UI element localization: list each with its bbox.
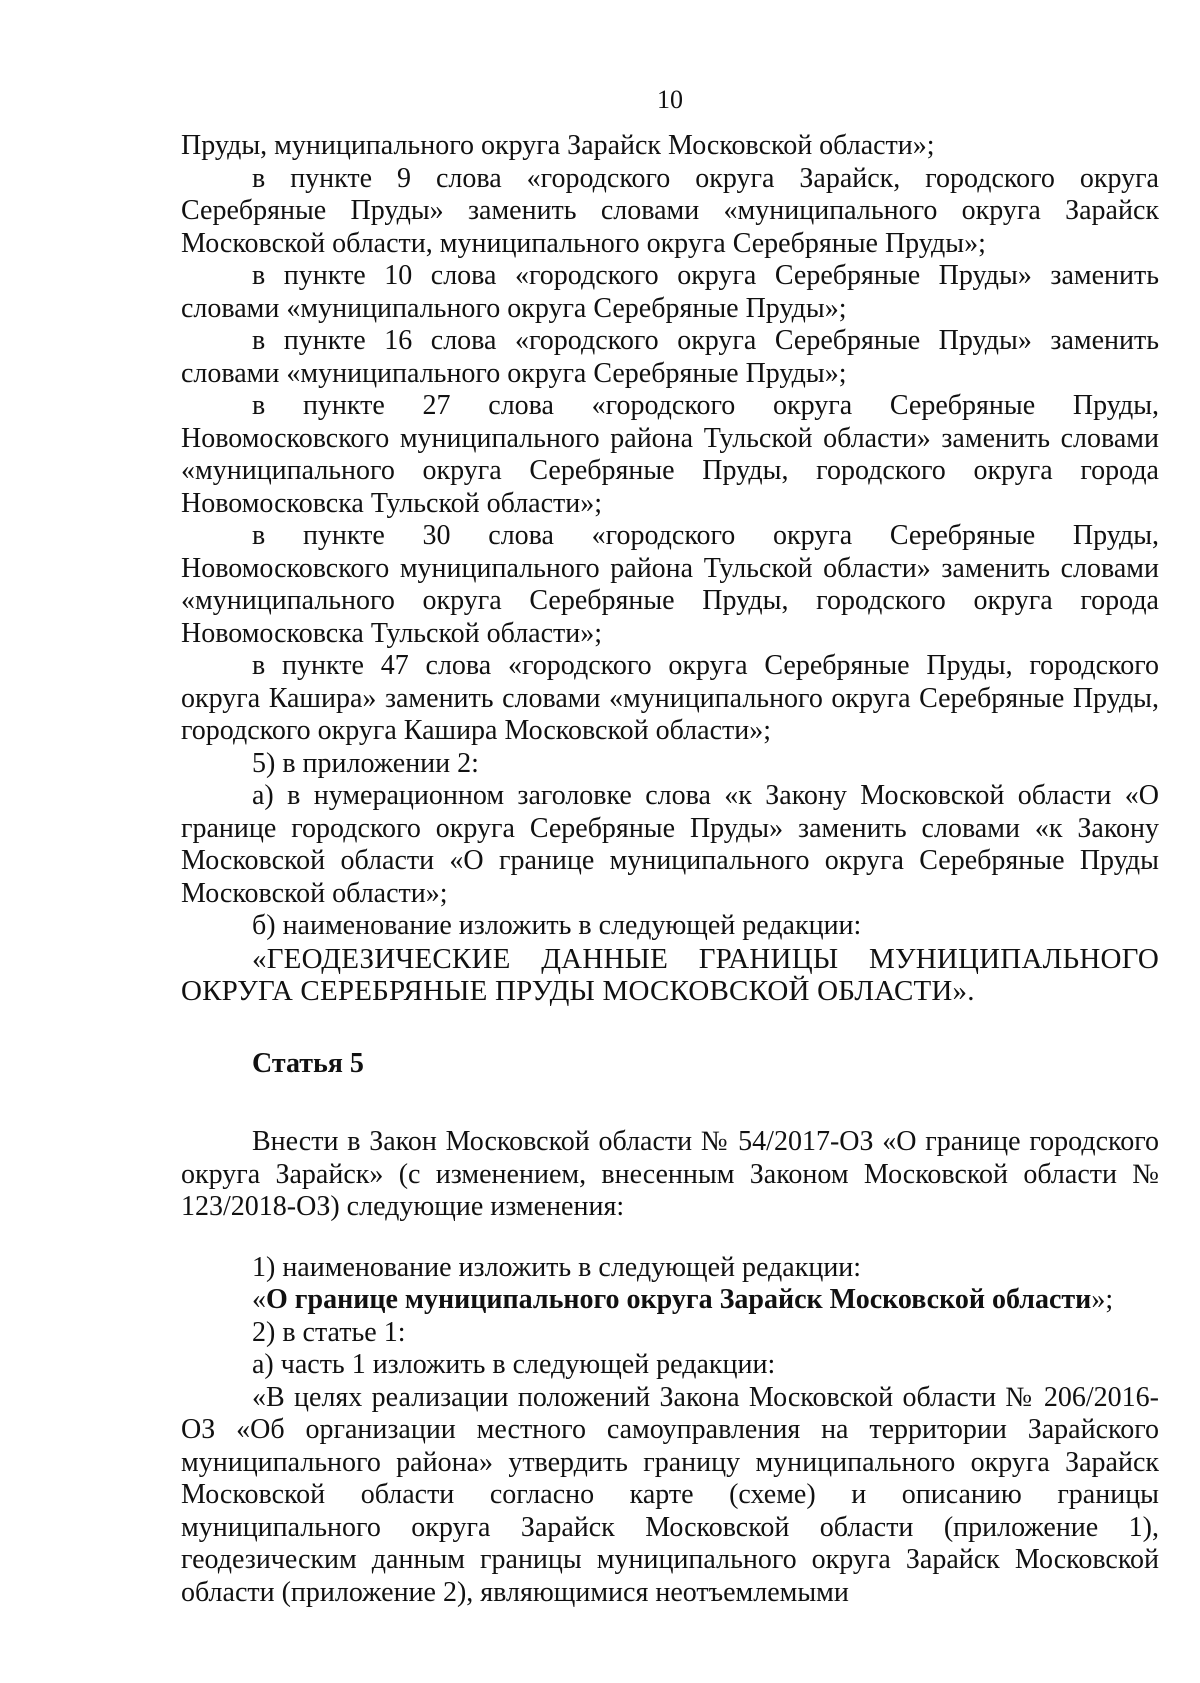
article-part-1-text: «В целях реализации положений Закона Московской области № 206/2016-ОЗ «Об организации местного самоуправления на территории Зарайского муниципального района» утвердить границу муниципального округа Зарайск Московской области согласно карте (схеме) и описанию границы муниципального округа Зарайск Московской области (приложение 1), геодезическим данным границы муниципального округа Зарайск Московской области (приложение 2), являющимися неотъемлемыми <box>181 1381 1159 1608</box>
document-body <box>181 130 1159 1609</box>
paragraph-item-30: в пункте 30 слова «городского округа Серебряные Пруды, Новомосковского муниципального района Тульской области» заменить словами «муниципального округа Серебряные Пруды, городского округа города Новомосковска Тульской области»; <box>181 520 1159 649</box>
quote-close: »; <box>1091 1284 1114 1315</box>
paragraph-item-27: в пункте 27 слова «городского округа Серебряные Пруды, Новомосковского муниципального района Тульской области» заменить словами «муниципального округа Серебряные Пруды, городского округа города Новомосковска Тульской области»; <box>181 390 1159 519</box>
quote-open: « <box>252 1284 266 1315</box>
article-new-title <box>181 1284 1159 1317</box>
new-title-bold: О границе муниципального округа Зарайск Московской области <box>266 1284 1092 1315</box>
paragraph-item-9: в пункте 9 слова «городского округа Зарайск, городского округа Серебряные Пруды» заменить словами «муниципального округа Зарайск Московской области, муниципального округа Серебряные Пруды»; <box>181 162 1159 259</box>
paragraph-continuation: Пруды, муниципального округа Зарайск Московской области»; <box>181 130 935 161</box>
paragraph-numbering-header: а) в нумерационном заголовке слова «к Закону Московской области «О границе городского округа Серебряные Пруды» заменить словами «к Закону Московской области «О границе муниципального округа Серебряные Пруды Московской области»; <box>181 780 1159 909</box>
page-number: 10 <box>657 85 683 114</box>
article-item-2: 2) в статье 1: <box>252 1316 406 1348</box>
paragraph-item-10: в пункте 10 слова «городского округа Серебряные Пруды» заменить словами «муниципального округа Серебряные Пруды»; <box>181 260 1159 324</box>
paragraph-item-16: в пункте 16 слова «городского округа Серебряные Пруды» заменить словами «муниципального округа Серебряные Пруды»; <box>181 325 1159 389</box>
paragraph-appendix-2: 5) в приложении 2: <box>252 747 479 779</box>
paragraph-name-edit: б) наименование изложить в следующей редакции: <box>252 910 862 941</box>
article-heading: Статья 5 <box>252 1047 364 1079</box>
article-item-1: 1) наименование изложить в следующей редакции: <box>252 1251 862 1283</box>
paragraph-item-47: в пункте 47 слова «городского округа Серебряные Пруды, городского округа Кашира» заменить словами «муниципального округа Серебряные Пруды, городского округа Кашира Московской области»; <box>181 650 1159 746</box>
paragraph-geodetic-title: «ГЕОДЕЗИЧЕСКИЕ ДАННЫЕ ГРАНИЦЫ МУНИЦИПАЛЬНОГО ОКРУГА СЕРЕБРЯНЫЕ ПРУДЫ МОСКОВСКОЙ ОБЛАСТИ». <box>181 942 1159 1007</box>
article-intro: Внести в Закон Московской области № 54/2017-ОЗ «О границе городского округа Зарайск» (с изменением, внесенным Законом Московской области № 123/2018-ОЗ) следующие изменения: <box>181 1126 1159 1222</box>
article-item-2a: а) часть 1 изложить в следующей редакции: <box>252 1349 776 1380</box>
